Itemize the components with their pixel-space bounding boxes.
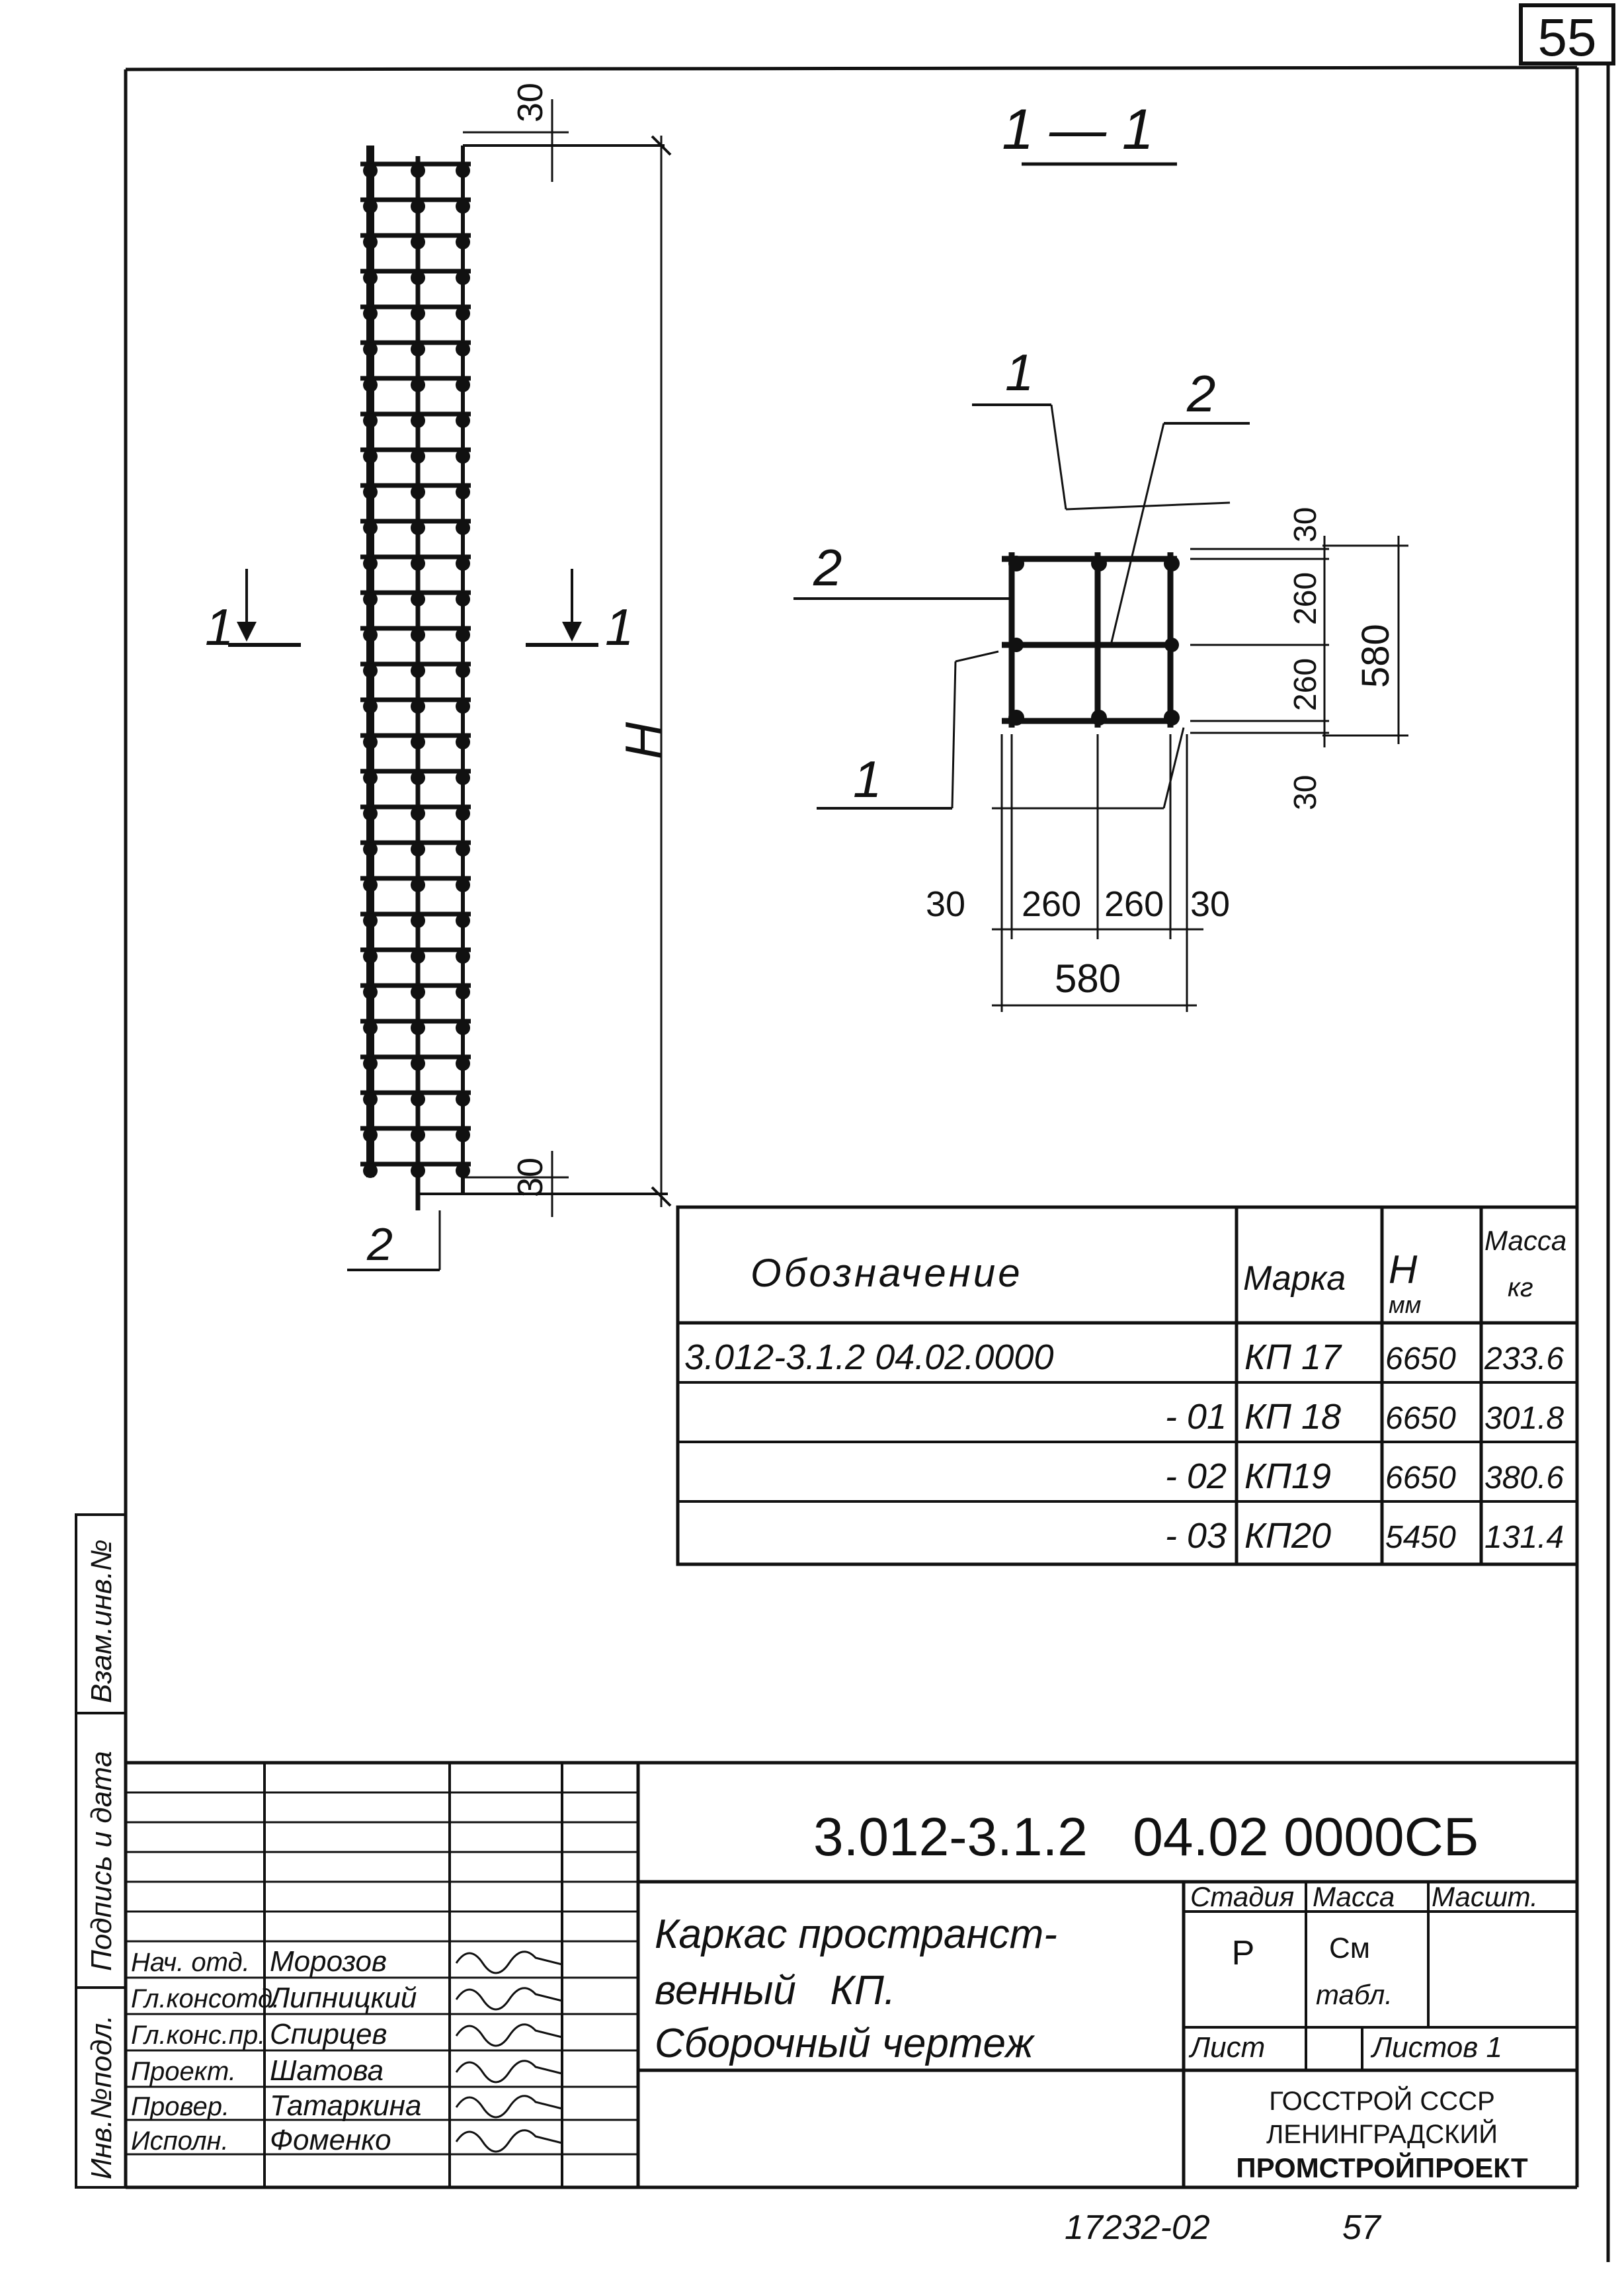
- weld-node: [363, 1092, 378, 1107]
- weld-node: [363, 199, 378, 214]
- signature: [456, 2096, 562, 2117]
- weld-node: [411, 735, 425, 749]
- dim-right-30-bottom: 30: [1288, 775, 1323, 810]
- weld-node: [411, 449, 425, 464]
- weld-node: [456, 235, 470, 249]
- side-sign-date: Подпись и дата: [85, 1751, 118, 1971]
- cell-h: 6650: [1385, 1460, 1456, 1495]
- signature: [456, 2061, 562, 2082]
- org-line-1: ГОССТРОЙ СССР: [1269, 2087, 1495, 2116]
- signer-role: Нач. отд.: [131, 1948, 250, 1977]
- dim-bottom-260-b: 260: [1104, 884, 1164, 924]
- stage-value: Р: [1231, 1934, 1255, 1972]
- weld-node: [363, 485, 378, 499]
- weld-node: [363, 1128, 378, 1142]
- dim-top-30: 30: [510, 82, 550, 122]
- weld-node: [411, 271, 425, 285]
- weld-node: [363, 878, 378, 892]
- page-number: 57: [1342, 2209, 1381, 2247]
- signer-name: Татаркина: [270, 2089, 422, 2122]
- weld-node: [363, 949, 378, 964]
- signer-name: Липницкий: [270, 1982, 417, 2014]
- signer-role: Гл.консотд.: [131, 1984, 280, 2013]
- dim-right-580: 580: [1354, 624, 1397, 688]
- cell-mark: КП 18: [1244, 1397, 1342, 1437]
- spec-table: [678, 1207, 1577, 1564]
- signer-role: Гл.конс.пр.: [131, 2021, 266, 2050]
- weld-node: [456, 449, 470, 464]
- weld-node: [363, 985, 378, 999]
- weld-node: [411, 556, 425, 571]
- elevation-view: [205, 83, 672, 1270]
- title-line-2: венный КП.: [655, 1968, 896, 2013]
- weld-node: [456, 378, 470, 392]
- header-mark: Марка: [1243, 1259, 1346, 1298]
- weld-node: [456, 413, 470, 428]
- weld-node: [411, 1128, 425, 1142]
- weld-node: [363, 663, 378, 678]
- weld-node: [411, 699, 425, 714]
- weld-node: [456, 342, 470, 357]
- section-leader-1-left: 1: [853, 750, 882, 808]
- section-grid: [1002, 552, 1180, 728]
- cut-mark-left: 1: [205, 598, 234, 656]
- weld-node: [456, 521, 470, 535]
- weld-node: [411, 235, 425, 249]
- cell-mass: 233.6: [1484, 1341, 1564, 1376]
- elevation-rungs: [360, 163, 471, 1178]
- weld-node: [363, 1056, 378, 1071]
- header-mass-unit: кг: [1508, 1273, 1533, 1302]
- cell-mark: КП20: [1244, 1516, 1332, 1556]
- sheets-label: Листов 1: [1372, 2031, 1502, 2064]
- side-inv-replace: Взам.инв.№: [85, 1539, 118, 1703]
- signature: [456, 2025, 562, 2046]
- signer-name: Шатова: [270, 2054, 384, 2087]
- weld-node: [363, 449, 378, 464]
- weld-node: [456, 199, 470, 214]
- weld-node: [363, 771, 378, 785]
- spec-rows: [684, 1337, 1564, 1556]
- dim-bottom-30-left: 30: [926, 884, 966, 924]
- weld-node: [411, 592, 425, 607]
- weld-node: [411, 949, 425, 964]
- weld-node: [456, 306, 470, 321]
- weld-node: [456, 771, 470, 785]
- header-h: H: [1389, 1247, 1418, 1292]
- section-view: [793, 98, 1408, 1012]
- signature: [456, 2130, 562, 2152]
- signer-name: Морозов: [270, 1945, 387, 1978]
- cell-designation: - 03: [1164, 1516, 1227, 1556]
- weld-node: [456, 592, 470, 607]
- signer-role: Проект.: [131, 2057, 237, 2086]
- weld-node: [411, 806, 425, 821]
- weld-node: [456, 699, 470, 714]
- side-stamp: [76, 1515, 126, 2187]
- archive-number: 17232-02: [1065, 2209, 1210, 2247]
- weld-node: [456, 1128, 470, 1142]
- weld-node: [363, 271, 378, 285]
- weld-node: [411, 342, 425, 357]
- org-line-2: ЛЕНИНГРАДСКИЙ: [1266, 2120, 1498, 2149]
- dim-bottom-30: 30: [510, 1157, 550, 1197]
- cell-designation: - 02: [1164, 1456, 1227, 1496]
- weld-node: [363, 592, 378, 607]
- dim-right-260-a: 260: [1288, 571, 1323, 625]
- dim-bottom-260-a: 260: [1022, 884, 1082, 924]
- mass-value-2: табл.: [1316, 1979, 1393, 2010]
- section-leader-1-top: 1: [1005, 343, 1034, 401]
- cell-h: 6650: [1385, 1401, 1456, 1436]
- weld-node: [411, 771, 425, 785]
- cell-designation: 3.012-3.1.2 04.02.0000: [684, 1337, 1054, 1377]
- weld-node: [411, 1056, 425, 1071]
- weld-node: [411, 306, 425, 321]
- weld-node: [363, 806, 378, 821]
- weld-node: [363, 913, 378, 928]
- weld-node: [456, 628, 470, 642]
- weld-node: [456, 663, 470, 678]
- side-inv-orig: Инв.№подл.: [85, 2015, 118, 2179]
- weld-node: [456, 985, 470, 999]
- weld-node: [363, 735, 378, 749]
- signer-role: Исполн.: [131, 2126, 229, 2156]
- weld-node: [363, 1163, 378, 1178]
- section-leader-2-left: 2: [813, 538, 842, 597]
- weld-node: [456, 806, 470, 821]
- title-block: [126, 1763, 1577, 2187]
- weld-node: [411, 985, 425, 999]
- weld-node: [456, 163, 470, 178]
- weld-node: [363, 163, 378, 178]
- dim-bottom-580: 580: [1055, 956, 1121, 1001]
- weld-node: [456, 878, 470, 892]
- cell-h: 5450: [1385, 1520, 1456, 1555]
- weld-node: [456, 735, 470, 749]
- section-dims-right: [1190, 507, 1408, 810]
- signer-name: Спирцев: [270, 2018, 387, 2050]
- signature: [456, 1988, 562, 2009]
- weld-node: [456, 1092, 470, 1107]
- weld-node: [411, 878, 425, 892]
- weld-node: [456, 485, 470, 499]
- header-designation: Обозначение: [751, 1251, 1023, 1295]
- section-title: 1 — 1: [1002, 98, 1154, 161]
- header-h-unit: мм: [1389, 1291, 1422, 1318]
- signature: [456, 1952, 562, 1973]
- title-line-1: Каркас пространст-: [655, 1912, 1057, 1957]
- header-mass: Масса: [1484, 1225, 1567, 1256]
- weld-node: [363, 306, 378, 321]
- scale-label: Масшт.: [1432, 1881, 1538, 1912]
- signer-name: Фоменко: [270, 2124, 391, 2156]
- weld-node: [363, 699, 378, 714]
- cell-designation: - 01: [1164, 1397, 1227, 1437]
- weld-node: [363, 1021, 378, 1035]
- mass-value-1: См: [1329, 1932, 1371, 1964]
- weld-node: [363, 628, 378, 642]
- weld-node: [363, 235, 378, 249]
- weld-node: [363, 521, 378, 535]
- weld-node: [411, 521, 425, 535]
- weld-node: [456, 556, 470, 571]
- weld-node: [411, 1021, 425, 1035]
- section-dims-bottom: [926, 734, 1230, 1012]
- section-leader-2-top: 2: [1187, 364, 1216, 423]
- weld-node: [411, 913, 425, 928]
- weld-node: [363, 378, 378, 392]
- weld-node: [411, 1092, 425, 1107]
- cell-mass: 380.6: [1484, 1460, 1564, 1495]
- weld-node: [411, 199, 425, 214]
- cell-mark: КП19: [1244, 1456, 1332, 1496]
- weld-node: [456, 271, 470, 285]
- weld-node: [411, 378, 425, 392]
- weld-node: [411, 163, 425, 178]
- weld-node: [363, 342, 378, 357]
- title-line-3: Сборочный чертеж: [655, 2021, 1034, 2066]
- weld-node: [363, 413, 378, 428]
- document-code: 3.012-3.1.2 04.02 0000СБ: [813, 1807, 1479, 1867]
- weld-node: [456, 842, 470, 857]
- dim-bottom-30-right: 30: [1190, 884, 1231, 924]
- elevation-leader-2: 2: [367, 1218, 393, 1270]
- dim-right-260-b: 260: [1288, 657, 1323, 711]
- sheet-label: Лист: [1190, 2031, 1266, 2064]
- weld-node: [456, 913, 470, 928]
- weld-node: [456, 1163, 470, 1178]
- cell-mass: 131.4: [1484, 1520, 1564, 1555]
- weld-node: [363, 842, 378, 857]
- weld-node: [411, 1163, 425, 1178]
- mass-label: Масса: [1313, 1881, 1395, 1912]
- dim-right-30-top: 30: [1288, 507, 1323, 542]
- weld-node: [411, 842, 425, 857]
- org-line-3: ПРОМСТРОЙПРОЕКТ: [1236, 2152, 1528, 2183]
- signer-role: Провер.: [131, 2092, 230, 2121]
- cell-h: 6650: [1385, 1341, 1456, 1376]
- weld-node: [411, 413, 425, 428]
- weld-node: [411, 663, 425, 678]
- cut-mark-right: 1: [605, 598, 634, 656]
- weld-node: [456, 949, 470, 964]
- cell-mark: КП 17: [1244, 1337, 1342, 1377]
- weld-node: [363, 556, 378, 571]
- weld-node: [456, 1056, 470, 1071]
- stage-label: Стадия: [1190, 1881, 1295, 1912]
- weld-node: [411, 485, 425, 499]
- weld-node: [456, 1021, 470, 1035]
- cell-mass: 301.8: [1484, 1401, 1564, 1436]
- height-symbol: H: [614, 722, 672, 760]
- sheet-number: 55: [1537, 8, 1597, 67]
- weld-node: [411, 628, 425, 642]
- sheet-number-box: [1521, 5, 1613, 67]
